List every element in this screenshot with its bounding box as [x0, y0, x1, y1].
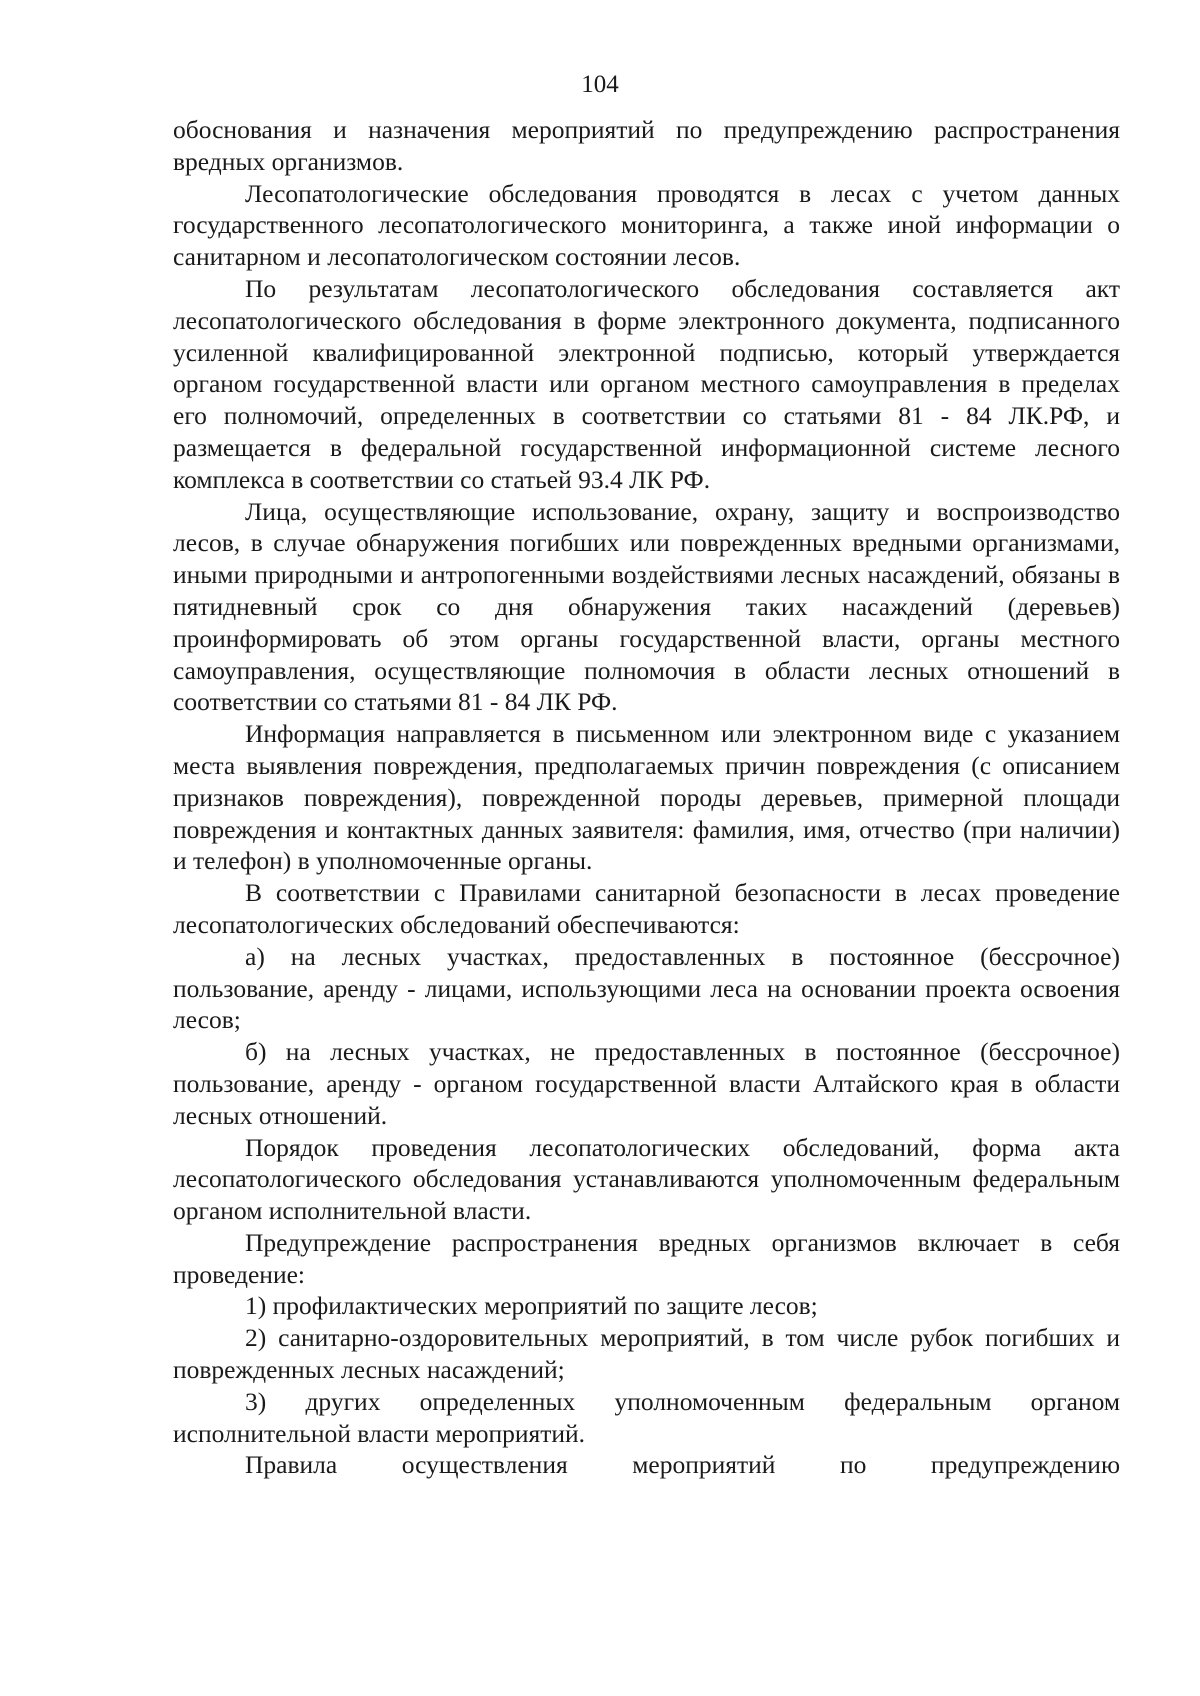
list-item: б) на лесных участках, не предоставленных в постоянное (бессрочное) пользование, аренду - органом государственной власти Алтайского края в области лесных отношений. — [173, 1037, 1120, 1130]
list-item: а) на лесных участках, предоставленных в постоянное (бессрочное) пользование, аренду - лицами, использующими леса на основании проекта освоения лесов; — [173, 941, 1120, 1035]
paragraph: Информация направляется в письменном или электронном виде с указанием места выявления повреждения, предполагаемых причин повреждения (с описанием признаков повреждения), поврежденной породы деревьев, примерной площади повреждения и контактных данных заявителя: фамилия, имя, отчество (при наличии) и телефон) в уполномоченные органы. — [173, 719, 1120, 876]
page-number: 104 — [581, 71, 619, 98]
paragraph: Правила осуществления мероприятий по предупреждению — [245, 1450, 1120, 1480]
paragraph: Предупреждение распространения вредных организмов включает в себя проведение: — [173, 1227, 1120, 1289]
paragraph: Лица, осуществляющие использование, охрану, защиту и воспроизводство лесов, в случае обнаружения погибших или поврежденных вредными организмами, иными природными и антропогенными воздействиями лесных насаждений, обязаны в пятидневный срок со дня обнаружения таких насаждений (деревьев) проинформировать об этом органы государственной власти, органы местного самоуправления, осуществляющие полномочия в области лесных отношений в соответствии со статьями 81 - 84 ЛК РФ. — [173, 496, 1120, 717]
paragraph: Порядок проведения лесопатологических обследований, форма акта лесопатологического обследования устанавливаются уполномоченным федеральным органом исполнительной власти. — [173, 1132, 1120, 1226]
list-item: 2) санитарно-оздоровительных мероприятий, в том числе рубок погибших и поврежденных лесных насаждений; — [173, 1323, 1120, 1385]
list-item: 3) других определенных уполномоченным федеральным органом исполнительной власти мероприятий. — [173, 1386, 1120, 1448]
paragraph: обоснования и назначения мероприятий по предупреждению распространения вредных организмов. — [173, 115, 1120, 176]
document-body — [173, 114, 1120, 1481]
paragraph: В соответствии с Правилами санитарной безопасности в лесах проведение лесопатологических обследований обеспечиваются: — [173, 878, 1120, 939]
paragraph: Лесопатологические обследования проводятся в лесах с учетом данных государственного лесопатологического мониторинга, а также иной информации о санитарном и лесопатологическом состоянии лесов. — [173, 178, 1120, 272]
list-item: 1) профилактических мероприятий по защите лесов; — [245, 1291, 818, 1321]
paragraph: По результатам лесопатологического обследования составляется акт лесопатологического обследования в форме электронного документа, подписанного усиленной квалифицированной электронной подписью, который утверждается органом государственной власти или органом местного самоуправления в пределах его полномочий, определенных в соответствии со статьями 81 - 84 ЛК.РФ, и размещается в федеральной государственной информационной системе лесного комплекса в соответствии со статьей 93.4 ЛК РФ. — [173, 273, 1120, 494]
